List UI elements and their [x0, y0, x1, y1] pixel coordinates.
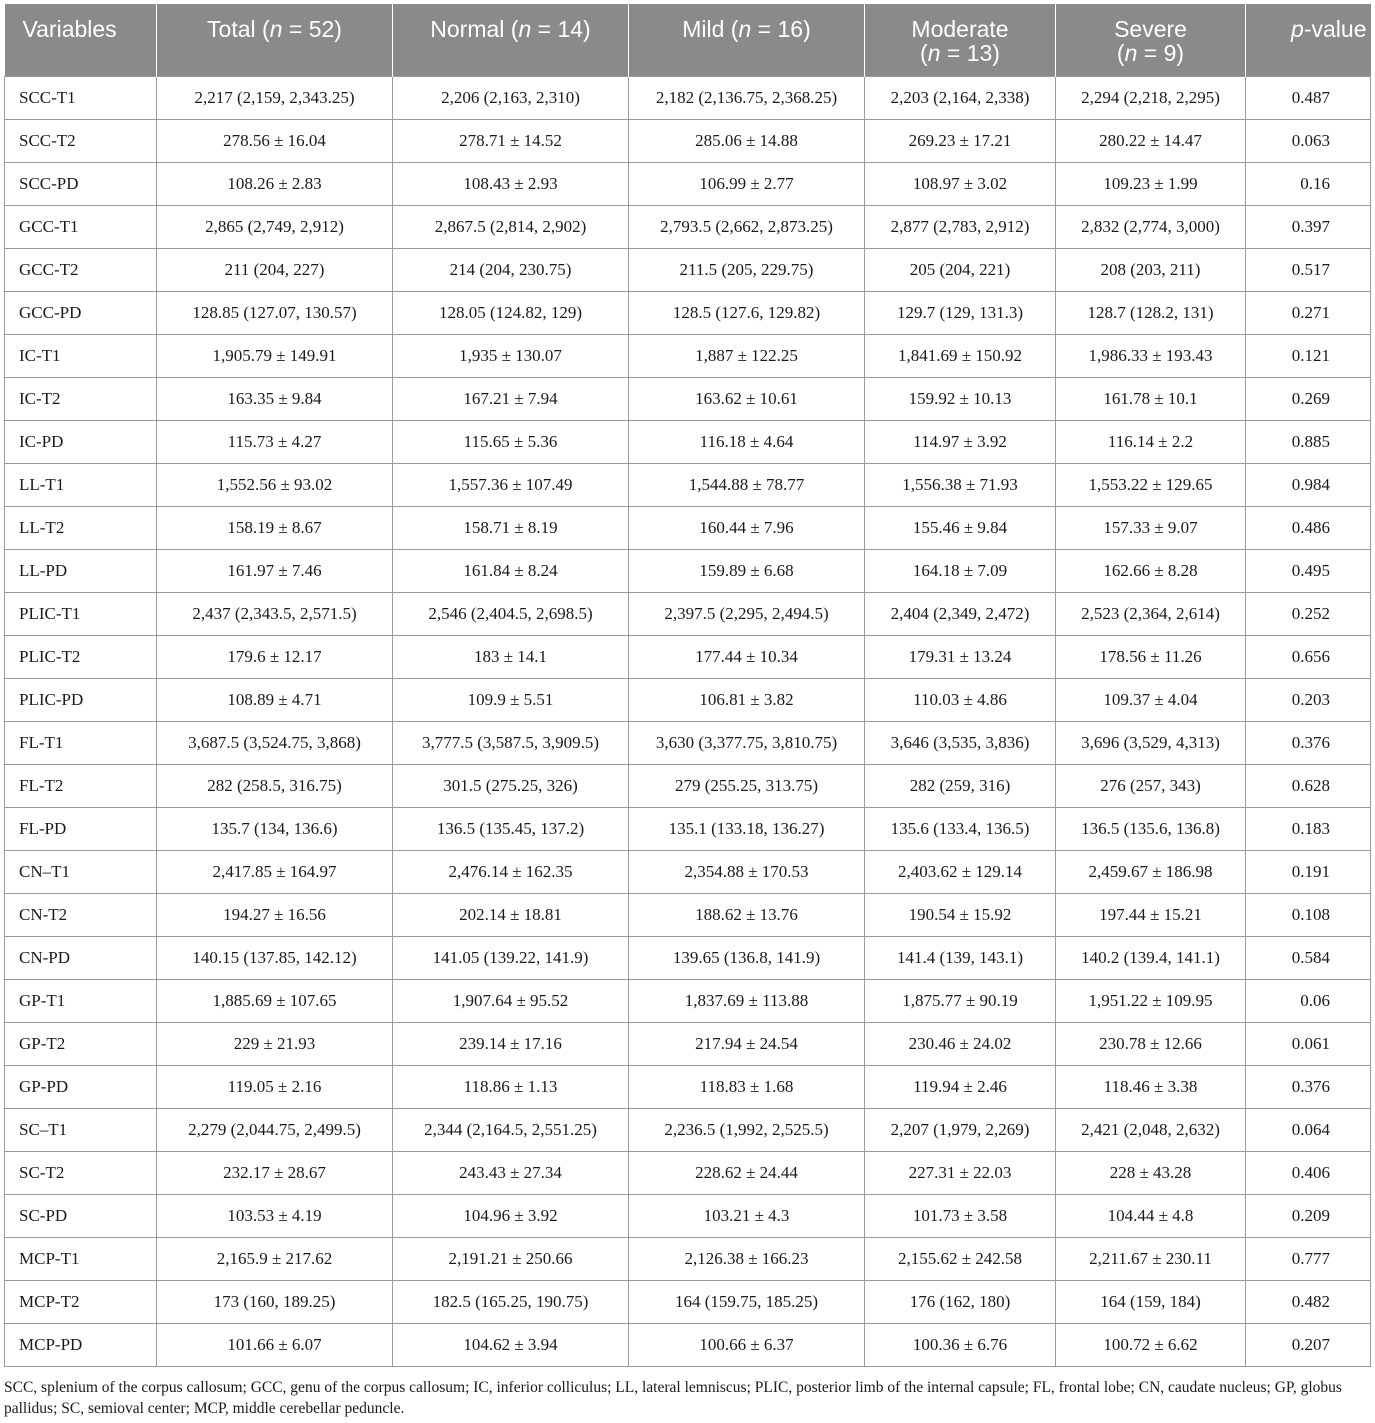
table-cell: 0.885 — [1246, 420, 1371, 463]
table-row — [5, 1151, 1371, 1194]
table-row — [5, 506, 1371, 549]
table-cell: 227.31 ± 22.03 — [865, 1151, 1056, 1194]
table-cell: 114.97 ± 3.92 — [865, 420, 1056, 463]
table-cell: 135.6 (133.4, 136.5) — [865, 807, 1056, 850]
table-cell: 101.66 ± 6.07 — [157, 1323, 393, 1366]
row-label: LL-T2 — [5, 506, 157, 549]
table-cell: 2,126.38 ± 166.23 — [629, 1237, 865, 1280]
table-cell: 211 (204, 227) — [157, 248, 393, 291]
table-cell: 2,421 (2,048, 2,632) — [1056, 1108, 1246, 1151]
row-label: SCC-T1 — [5, 76, 157, 119]
table-cell: 182.5 (165.25, 190.75) — [393, 1280, 629, 1323]
table-row — [5, 334, 1371, 377]
table-cell: 106.81 ± 3.82 — [629, 678, 865, 721]
row-label: SC–T1 — [5, 1108, 157, 1151]
table-cell: 2,867.5 (2,814, 2,902) — [393, 205, 629, 248]
row-label: SCC-T2 — [5, 119, 157, 162]
row-label: IC-T1 — [5, 334, 157, 377]
table-cell: 2,217 (2,159, 2,343.25) — [157, 76, 393, 119]
row-label: SC-PD — [5, 1194, 157, 1237]
table-cell: 103.21 ± 4.3 — [629, 1194, 865, 1237]
table-cell: 161.84 ± 8.24 — [393, 549, 629, 592]
table-cell: 128.85 (127.07, 130.57) — [157, 291, 393, 334]
table-cell: 164.18 ± 7.09 — [865, 549, 1056, 592]
table-cell: 2,165.9 ± 217.62 — [157, 1237, 393, 1280]
table-cell: 167.21 ± 7.94 — [393, 377, 629, 420]
column-header-1: Total (n = 52) — [157, 4, 393, 76]
row-label: FL-PD — [5, 807, 157, 850]
table-cell: 103.53 ± 4.19 — [157, 1194, 393, 1237]
table-cell: 3,630 (3,377.75, 3,810.75) — [629, 721, 865, 764]
table-cell: 2,877 (2,783, 2,912) — [865, 205, 1056, 248]
table-cell: 109.37 ± 4.04 — [1056, 678, 1246, 721]
table-cell: 278.56 ± 16.04 — [157, 119, 393, 162]
table-cell: 136.5 (135.45, 137.2) — [393, 807, 629, 850]
table-cell: 214 (204, 230.75) — [393, 248, 629, 291]
table-row — [5, 463, 1371, 506]
table-row — [5, 764, 1371, 807]
table-cell: 205 (204, 221) — [865, 248, 1056, 291]
table-row — [5, 807, 1371, 850]
table-cell: 2,182 (2,136.75, 2,368.25) — [629, 76, 865, 119]
table-cell: 119.05 ± 2.16 — [157, 1065, 393, 1108]
table-cell: 2,546 (2,404.5, 2,698.5) — [393, 592, 629, 635]
table-row — [5, 377, 1371, 420]
table-cell: 1,544.88 ± 78.77 — [629, 463, 865, 506]
row-label: GP-T2 — [5, 1022, 157, 1065]
table-cell: 160.44 ± 7.96 — [629, 506, 865, 549]
table-cell: 0.376 — [1246, 721, 1371, 764]
table-cell: 116.14 ± 2.2 — [1056, 420, 1246, 463]
table-cell: 2,207 (1,979, 2,269) — [865, 1108, 1056, 1151]
table-cell: 108.97 ± 3.02 — [865, 162, 1056, 205]
table-cell: 1,885.69 ± 107.65 — [157, 979, 393, 1022]
table-cell: 140.15 (137.85, 142.12) — [157, 936, 393, 979]
table-cell: 2,294 (2,218, 2,295) — [1056, 76, 1246, 119]
table-cell: 2,155.62 ± 242.58 — [865, 1237, 1056, 1280]
table-cell: 108.89 ± 4.71 — [157, 678, 393, 721]
table-cell: 100.36 ± 6.76 — [865, 1323, 1056, 1366]
table-cell: 140.2 (139.4, 141.1) — [1056, 936, 1246, 979]
table-cell: 269.23 ± 17.21 — [865, 119, 1056, 162]
table-cell: 0.269 — [1246, 377, 1371, 420]
table-cell: 1,907.64 ± 95.52 — [393, 979, 629, 1022]
row-label: LL-T1 — [5, 463, 157, 506]
table-cell: 161.78 ± 10.1 — [1056, 377, 1246, 420]
table-row — [5, 1065, 1371, 1108]
column-header-3: Mild (n = 16) — [629, 4, 865, 76]
table-cell: 3,687.5 (3,524.75, 3,868) — [157, 721, 393, 764]
table-cell: 3,777.5 (3,587.5, 3,909.5) — [393, 721, 629, 764]
table-cell: 141.4 (139, 143.1) — [865, 936, 1056, 979]
table-cell: 1,557.36 ± 107.49 — [393, 463, 629, 506]
row-label: MCP-T1 — [5, 1237, 157, 1280]
table-cell: 0.207 — [1246, 1323, 1371, 1366]
table-cell: 164 (159.75, 185.25) — [629, 1280, 865, 1323]
table-cell: 301.5 (275.25, 326) — [393, 764, 629, 807]
table-cell: 2,206 (2,163, 2,310) — [393, 76, 629, 119]
table-cell: 190.54 ± 15.92 — [865, 893, 1056, 936]
table-cell: 232.17 ± 28.67 — [157, 1151, 393, 1194]
table-cell: 118.46 ± 3.38 — [1056, 1065, 1246, 1108]
table-row — [5, 936, 1371, 979]
table-row — [5, 248, 1371, 291]
table-cell: 0.487 — [1246, 76, 1371, 119]
table-cell: 0.203 — [1246, 678, 1371, 721]
table-cell: 0.06 — [1246, 979, 1371, 1022]
table-cell: 1,935 ± 130.07 — [393, 334, 629, 377]
table-cell: 128.7 (128.2, 131) — [1056, 291, 1246, 334]
table-cell: 0.517 — [1246, 248, 1371, 291]
table-cell: 0.406 — [1246, 1151, 1371, 1194]
table-cell: 1,553.22 ± 129.65 — [1056, 463, 1246, 506]
table-body — [5, 76, 1371, 1366]
table-cell: 129.7 (129, 131.3) — [865, 291, 1056, 334]
table-cell: 1,887 ± 122.25 — [629, 334, 865, 377]
table-cell: 0.183 — [1246, 807, 1371, 850]
row-label: SCC-PD — [5, 162, 157, 205]
table-row — [5, 549, 1371, 592]
column-header-4: Moderate (n = 13) — [865, 4, 1056, 76]
table-cell: 230.46 ± 24.02 — [865, 1022, 1056, 1065]
row-label: PLIC-T2 — [5, 635, 157, 678]
table-row — [5, 635, 1371, 678]
table-cell: 280.22 ± 14.47 — [1056, 119, 1246, 162]
table-cell: 1,951.22 ± 109.95 — [1056, 979, 1246, 1022]
table-cell: 2,459.67 ± 186.98 — [1056, 850, 1246, 893]
table-cell: 157.33 ± 9.07 — [1056, 506, 1246, 549]
table-cell: 229 ± 21.93 — [157, 1022, 393, 1065]
table-cell: 164 (159, 184) — [1056, 1280, 1246, 1323]
table-header — [5, 4, 1371, 76]
table-cell: 2,523 (2,364, 2,614) — [1056, 592, 1246, 635]
row-label: IC-PD — [5, 420, 157, 463]
table-cell: 1,875.77 ± 90.19 — [865, 979, 1056, 1022]
row-label: IC-T2 — [5, 377, 157, 420]
table-cell: 2,203 (2,164, 2,338) — [865, 76, 1056, 119]
table-cell: 179.31 ± 13.24 — [865, 635, 1056, 678]
table-cell: 0.271 — [1246, 291, 1371, 334]
table-cell: 228.62 ± 24.44 — [629, 1151, 865, 1194]
table-row — [5, 119, 1371, 162]
table-cell: 141.05 (139.22, 141.9) — [393, 936, 629, 979]
table-row — [5, 592, 1371, 635]
table-cell: 183 ± 14.1 — [393, 635, 629, 678]
table-cell: 161.97 ± 7.46 — [157, 549, 393, 592]
row-label: GCC-T1 — [5, 205, 157, 248]
table-cell: 110.03 ± 4.86 — [865, 678, 1056, 721]
table-cell: 2,191.21 ± 250.66 — [393, 1237, 629, 1280]
table-cell: 128.05 (124.82, 129) — [393, 291, 629, 334]
table-row — [5, 420, 1371, 463]
row-label: GP-PD — [5, 1065, 157, 1108]
table-cell: 128.5 (127.6, 129.82) — [629, 291, 865, 334]
table-cell: 155.46 ± 9.84 — [865, 506, 1056, 549]
table-cell: 3,696 (3,529, 4,313) — [1056, 721, 1246, 764]
table-cell: 0.191 — [1246, 850, 1371, 893]
table-cell: 0.628 — [1246, 764, 1371, 807]
table-cell: 115.73 ± 4.27 — [157, 420, 393, 463]
table-cell: 177.44 ± 10.34 — [629, 635, 865, 678]
table-cell: 135.7 (134, 136.6) — [157, 807, 393, 850]
table-cell: 0.482 — [1246, 1280, 1371, 1323]
table-cell: 211.5 (205, 229.75) — [629, 248, 865, 291]
table-cell: 0.376 — [1246, 1065, 1371, 1108]
table-cell: 116.18 ± 4.64 — [629, 420, 865, 463]
table-cell: 158.19 ± 8.67 — [157, 506, 393, 549]
table-cell: 239.14 ± 17.16 — [393, 1022, 629, 1065]
table-cell: 2,865 (2,749, 2,912) — [157, 205, 393, 248]
row-label: CN-PD — [5, 936, 157, 979]
table-cell: 0.656 — [1246, 635, 1371, 678]
table-cell: 109.9 ± 5.51 — [393, 678, 629, 721]
table-footnote: SCC, splenium of the corpus callosum; GCC, genu of the corpus callosum; IC, inferior colliculus; LL, lateral lemniscus; PLIC, posterior limb of the internal capsule; FL, frontal lobe; CN, caudate nucleus; GP, globus pallidus; SC, semioval center; MCP, middle cerebellar peduncle. — [4, 1378, 1342, 1417]
table-cell: 2,417.85 ± 164.97 — [157, 850, 393, 893]
table-row — [5, 1280, 1371, 1323]
row-label: LL-PD — [5, 549, 157, 592]
table-cell: 1,986.33 ± 193.43 — [1056, 334, 1246, 377]
table-cell: 2,397.5 (2,295, 2,494.5) — [629, 592, 865, 635]
table-cell: 104.44 ± 4.8 — [1056, 1194, 1246, 1237]
row-label: FL-T2 — [5, 764, 157, 807]
column-header-0: Variables — [5, 4, 157, 76]
row-label: MCP-T2 — [5, 1280, 157, 1323]
table-cell: 0.252 — [1246, 592, 1371, 635]
table-cell: 2,354.88 ± 170.53 — [629, 850, 865, 893]
table-cell: 135.1 (133.18, 136.27) — [629, 807, 865, 850]
table-cell: 139.65 (136.8, 141.9) — [629, 936, 865, 979]
table-row — [5, 979, 1371, 1022]
table-cell: 0.061 — [1246, 1022, 1371, 1065]
table-cell: 3,646 (3,535, 3,836) — [865, 721, 1056, 764]
table-cell: 279 (255.25, 313.75) — [629, 764, 865, 807]
table-cell: 1,552.56 ± 93.02 — [157, 463, 393, 506]
table-cell: 2,344 (2,164.5, 2,551.25) — [393, 1108, 629, 1151]
table-cell: 0.495 — [1246, 549, 1371, 592]
table-cell: 0.397 — [1246, 205, 1371, 248]
table-cell: 162.66 ± 8.28 — [1056, 549, 1246, 592]
table-cell: 188.62 ± 13.76 — [629, 893, 865, 936]
table-cell: 285.06 ± 14.88 — [629, 119, 865, 162]
row-label: GCC-T2 — [5, 248, 157, 291]
table-cell: 159.89 ± 6.68 — [629, 549, 865, 592]
table-cell: 101.73 ± 3.58 — [865, 1194, 1056, 1237]
table-cell: 2,211.67 ± 230.11 — [1056, 1237, 1246, 1280]
row-label: PLIC-T1 — [5, 592, 157, 635]
table-row — [5, 893, 1371, 936]
table-cell: 119.94 ± 2.46 — [865, 1065, 1056, 1108]
table-row — [5, 1194, 1371, 1237]
table-cell: 1,837.69 ± 113.88 — [629, 979, 865, 1022]
table-cell: 0.209 — [1246, 1194, 1371, 1237]
row-label: GP-T1 — [5, 979, 157, 1022]
table-cell: 163.62 ± 10.61 — [629, 377, 865, 420]
row-label: PLIC-PD — [5, 678, 157, 721]
table-row — [5, 1108, 1371, 1151]
table-cell: 178.56 ± 11.26 — [1056, 635, 1246, 678]
table-cell: 217.94 ± 24.54 — [629, 1022, 865, 1065]
row-label: FL-T1 — [5, 721, 157, 764]
table-row — [5, 162, 1371, 205]
table-row — [5, 291, 1371, 334]
table-cell: 0.121 — [1246, 334, 1371, 377]
table-cell: 282 (258.5, 316.75) — [157, 764, 393, 807]
table-cell: 163.35 ± 9.84 — [157, 377, 393, 420]
table-cell: 158.71 ± 8.19 — [393, 506, 629, 549]
table-cell: 173 (160, 189.25) — [157, 1280, 393, 1323]
table-cell: 197.44 ± 15.21 — [1056, 893, 1246, 936]
table-cell: 0.063 — [1246, 119, 1371, 162]
table-row — [5, 205, 1371, 248]
table-cell: 179.6 ± 12.17 — [157, 635, 393, 678]
row-label: MCP-PD — [5, 1323, 157, 1366]
table-cell: 208 (203, 211) — [1056, 248, 1246, 291]
table-cell: 202.14 ± 18.81 — [393, 893, 629, 936]
table-cell: 2,403.62 ± 129.14 — [865, 850, 1056, 893]
table-cell: 0.064 — [1246, 1108, 1371, 1151]
table-cell: 194.27 ± 16.56 — [157, 893, 393, 936]
table-container — [4, 4, 1370, 1419]
table-cell: 136.5 (135.6, 136.8) — [1056, 807, 1246, 850]
table-cell: 0.777 — [1246, 1237, 1371, 1280]
table-cell: 282 (259, 316) — [865, 764, 1056, 807]
table-row — [5, 1323, 1371, 1366]
column-header-2: Normal (n = 14) — [393, 4, 629, 76]
table-cell: 0.984 — [1246, 463, 1371, 506]
table-cell: 243.43 ± 27.34 — [393, 1151, 629, 1194]
table-cell: 2,279 (2,044.75, 2,499.5) — [157, 1108, 393, 1151]
table-cell: 230.78 ± 12.66 — [1056, 1022, 1246, 1065]
table-cell: 0.108 — [1246, 893, 1371, 936]
row-label: CN-T2 — [5, 893, 157, 936]
table-cell: 2,476.14 ± 162.35 — [393, 850, 629, 893]
row-label: CN–T1 — [5, 850, 157, 893]
table-cell: 100.66 ± 6.37 — [629, 1323, 865, 1366]
table-row — [5, 678, 1371, 721]
table-cell: 2,437 (2,343.5, 2,571.5) — [157, 592, 393, 635]
row-label: GCC-PD — [5, 291, 157, 334]
table-cell: 1,841.69 ± 150.92 — [865, 334, 1056, 377]
table-cell: 1,905.79 ± 149.91 — [157, 334, 393, 377]
table-cell: 109.23 ± 1.99 — [1056, 162, 1246, 205]
table-cell: 0.486 — [1246, 506, 1371, 549]
table-row — [5, 1237, 1371, 1280]
row-label: SC-T2 — [5, 1151, 157, 1194]
table-cell: 115.65 ± 5.36 — [393, 420, 629, 463]
table-cell: 2,236.5 (1,992, 2,525.5) — [629, 1108, 865, 1151]
table-cell: 104.96 ± 3.92 — [393, 1194, 629, 1237]
table-cell: 118.86 ± 1.13 — [393, 1065, 629, 1108]
table-cell: 100.72 ± 6.62 — [1056, 1323, 1246, 1366]
table-cell: 278.71 ± 14.52 — [393, 119, 629, 162]
table-cell: 104.62 ± 3.94 — [393, 1323, 629, 1366]
data-table — [4, 4, 1371, 1367]
table-cell: 1,556.38 ± 71.93 — [865, 463, 1056, 506]
header-row — [5, 4, 1371, 76]
table-row — [5, 1022, 1371, 1065]
table-row — [5, 850, 1371, 893]
table-cell: 159.92 ± 10.13 — [865, 377, 1056, 420]
table-cell: 176 (162, 180) — [865, 1280, 1056, 1323]
table-cell: 228 ± 43.28 — [1056, 1151, 1246, 1194]
table-cell: 2,404 (2,349, 2,472) — [865, 592, 1056, 635]
table-cell: 2,793.5 (2,662, 2,873.25) — [629, 205, 865, 248]
table-cell: 0.16 — [1246, 162, 1371, 205]
table-row — [5, 721, 1371, 764]
table-cell: 2,832 (2,774, 3,000) — [1056, 205, 1246, 248]
column-header-5: Severe (n = 9) — [1056, 4, 1246, 76]
column-header-6: p-value — [1246, 4, 1371, 76]
table-cell: 108.26 ± 2.83 — [157, 162, 393, 205]
table-cell: 276 (257, 343) — [1056, 764, 1246, 807]
table-cell: 0.584 — [1246, 936, 1371, 979]
table-cell: 106.99 ± 2.77 — [629, 162, 865, 205]
table-row — [5, 76, 1371, 119]
table-cell: 118.83 ± 1.68 — [629, 1065, 865, 1108]
table-cell: 108.43 ± 2.93 — [393, 162, 629, 205]
